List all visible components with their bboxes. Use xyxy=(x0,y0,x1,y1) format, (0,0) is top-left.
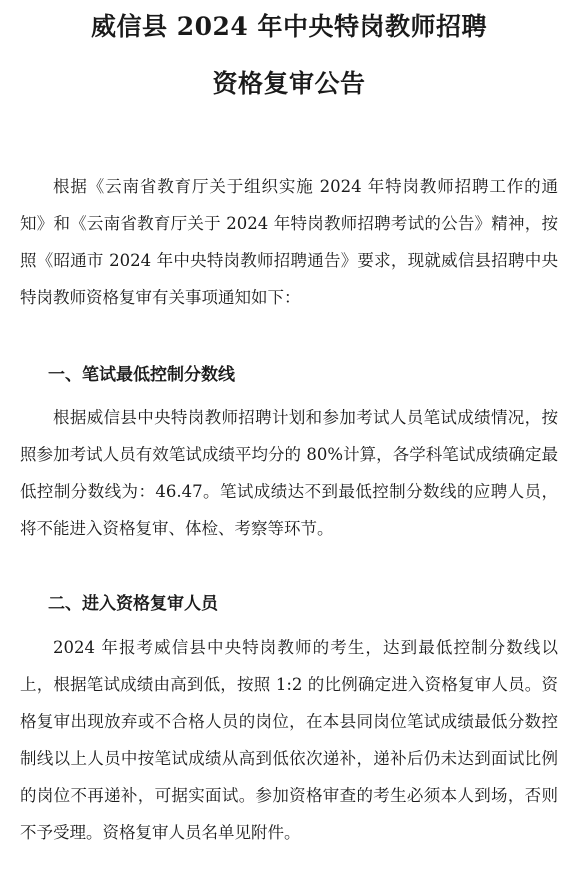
section-2-heading: 二、进入资格复审人员 xyxy=(48,594,218,614)
document-title-line-1: 威信县 2024 年中央特岗教师招聘 xyxy=(91,12,487,41)
document-title-line-2: 资格复审公告 xyxy=(212,69,366,98)
section-1-heading: 一、笔试最低控制分数线 xyxy=(48,365,235,385)
section-2-paragraph: 2024 年报考威信县中央特岗教师的考生，达到最低控制分数线以上，根据笔试成绩由高到低，按照 1:2 的比例确定进入资格复审人员。资格复审出现放弃或不合格人员的岗位，在本县同岗位笔试成绩最低分数控制线以上人员中按笔试成绩从高到低依次递补，递补后仍未达到面试比例的岗位不再递补，可据实面试。参加资格审查的考生必须本人到场，否则不予受理。资格复审人员名单见附件。 xyxy=(20,638,558,842)
section-1-paragraph: 根据威信县中央特岗教师招聘计划和参加考试人员笔试成绩情况，按照参加考试人员有效笔试成绩平均分的 80%计算，各学科笔试成绩确定最低控制分数线为：46.47。笔试成绩达不到最低控制分数线的应聘人员，将不能进入资格复审、体检、考察等环节。 xyxy=(20,408,558,538)
intro-paragraph: 根据《云南省教育厅关于组织实施 2024 年特岗教师招聘工作的通知》和《云南省教育厅关于 2024 年特岗教师招聘考试的公告》精神，按照《昭通市 2024 年中央特岗教师招聘通告》要求，现就威信县招聘中央特岗教师资格复审有关事项通知如下： xyxy=(20,177,558,307)
